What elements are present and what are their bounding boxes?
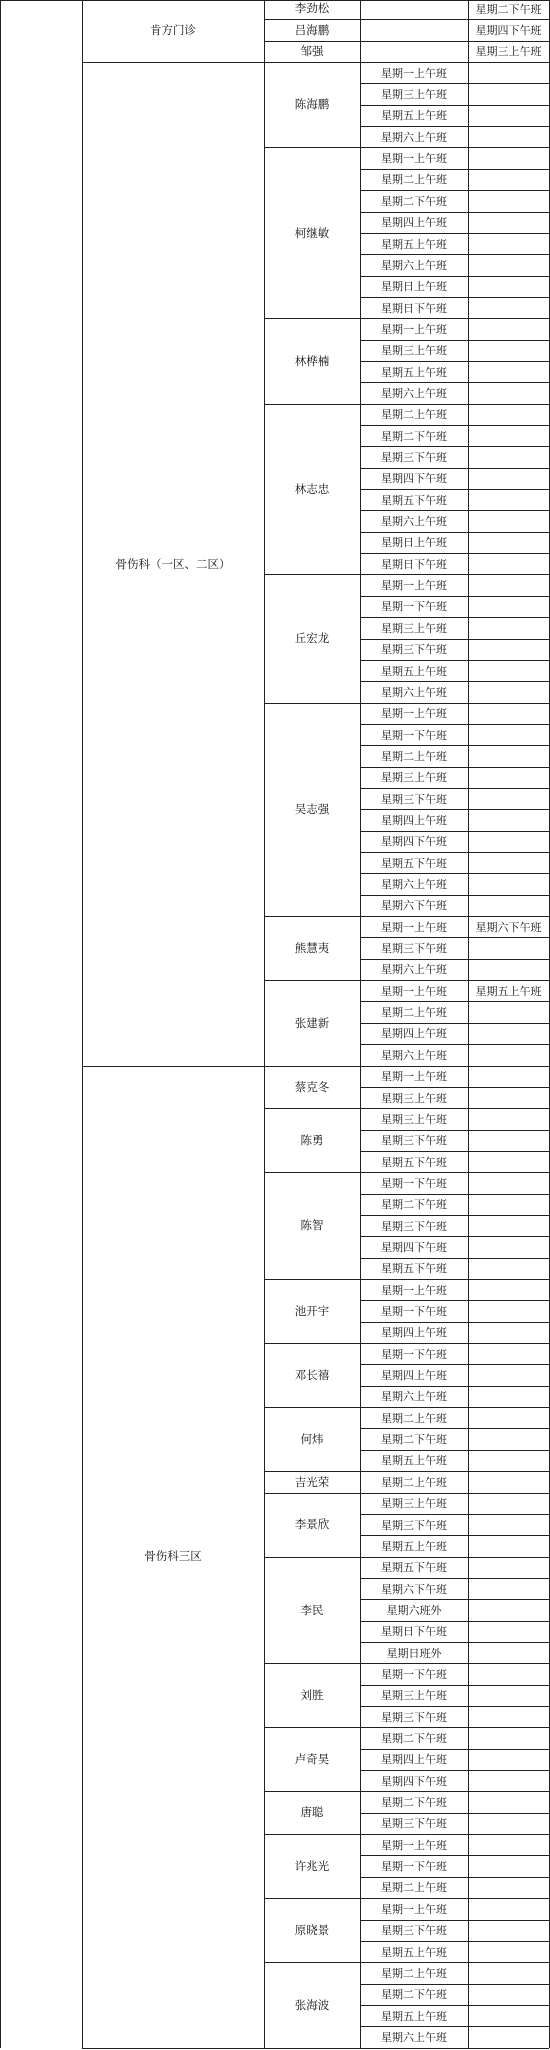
shift-cell: 星期三下午班 xyxy=(381,1924,447,1938)
extra-shift-cell xyxy=(468,1045,549,1066)
shift-cell: 星期二上午班 xyxy=(381,1881,447,1895)
extra-shift-cell xyxy=(468,1621,549,1642)
shift-cell: 星期日下午班 xyxy=(381,557,447,571)
extra-shift-cell xyxy=(468,682,549,703)
extra-shift-cell xyxy=(468,1642,549,1663)
shift-cell: 星期五上午班 xyxy=(381,1945,447,1959)
extra-shift-cell xyxy=(468,1151,549,1172)
shift-cell: 星期一上午班 xyxy=(381,66,447,80)
doctor-name-cell: 丘宏龙 xyxy=(294,631,330,646)
shift-cell: 星期一上午班 xyxy=(381,984,447,998)
extra-shift-cell xyxy=(468,1813,549,1834)
doctor-name-cell: 刘胜 xyxy=(300,1688,324,1703)
shift-cell: 星期二下午班 xyxy=(381,1433,447,1447)
shift-cell: 星期三下午班 xyxy=(381,1219,447,1233)
department-cell: 肯方门诊 xyxy=(150,22,196,37)
shift-cell: 星期一上午班 xyxy=(381,920,447,934)
extra-shift-cell xyxy=(468,618,549,639)
extra-shift-cell xyxy=(468,1087,549,1108)
shift-cell: 星期二上午班 xyxy=(381,408,447,422)
doctor-divider xyxy=(264,2048,360,2049)
extra-shift-cell xyxy=(468,1557,549,1578)
extra-shift-cell: 星期四下午班 xyxy=(475,24,542,38)
extra-shift-cell xyxy=(468,788,549,809)
shift-cell: 星期四上午班 xyxy=(381,1027,447,1041)
shift-cell: 星期四下午班 xyxy=(381,835,447,849)
extra-shift-cell: 星期五上午班 xyxy=(475,984,542,998)
extra-shift-cell xyxy=(468,1941,549,1962)
extra-shift-cell xyxy=(468,959,549,980)
doctor-name-cell: 蔡克冬 xyxy=(294,1079,330,1094)
doctor-name-cell: 陈智 xyxy=(300,1218,324,1233)
column-rule xyxy=(264,0,265,2048)
shift-cell: 星期一下午班 xyxy=(381,1667,447,1681)
shift-cell: 星期三下午班 xyxy=(381,1817,447,1831)
shift-cell: 星期一上午班 xyxy=(381,1070,447,1084)
extra-shift-cell xyxy=(468,703,549,724)
shift-cell: 星期二下午班 xyxy=(381,429,447,443)
extra-shift-cell xyxy=(468,490,549,511)
shift-cell: 星期一下午班 xyxy=(381,1347,447,1361)
doctor-name-cell: 李劲松 xyxy=(294,1,330,16)
shift-cell: 星期二下午班 xyxy=(381,1732,447,1746)
extra-shift-cell: 星期二下午班 xyxy=(475,2,542,16)
shift-cell: 星期四下午班 xyxy=(381,1774,447,1788)
extra-shift-cell xyxy=(468,148,549,169)
extra-shift-cell xyxy=(468,1066,549,1087)
extra-shift-cell xyxy=(468,1792,549,1813)
shift-cell: 星期三上午班 xyxy=(381,1497,447,1511)
extra-shift-cell xyxy=(468,2005,549,2026)
extra-shift-cell xyxy=(468,1707,549,1728)
shift-cell: 星期五下午班 xyxy=(381,493,447,507)
extra-shift-cell xyxy=(468,1920,549,1941)
doctor-name-cell: 吴志强 xyxy=(294,802,330,817)
extra-shift-cell xyxy=(468,1173,549,1194)
extra-shift-cell xyxy=(468,575,549,596)
extra-shift-cell xyxy=(468,895,549,916)
extra-shift-cell xyxy=(468,105,549,126)
shift-cell: 星期三下午班 xyxy=(381,1710,447,1724)
shift-cell: 星期三下午班 xyxy=(381,942,447,956)
shift-cell: 星期一上午班 xyxy=(381,579,447,593)
shift-cell: 星期六上午班 xyxy=(381,963,447,977)
column-rule xyxy=(0,0,1,2048)
shift-cell: 星期二上午班 xyxy=(381,1966,447,1980)
doctor-name-cell: 原晓景 xyxy=(294,1922,330,1937)
extra-shift-cell xyxy=(468,1685,549,1706)
shift-cell: 星期六下午班 xyxy=(381,899,447,913)
shift-cell xyxy=(360,0,468,20)
shift-cell: 星期三下午班 xyxy=(381,643,447,657)
shift-cell: 星期六上午班 xyxy=(381,130,447,144)
doctor-name-cell: 许兆光 xyxy=(294,1858,330,1873)
extra-shift-cell xyxy=(468,1408,549,1429)
doctor-name-cell: 卢奇昊 xyxy=(294,1752,330,1767)
doctor-name-cell: 吉光荣 xyxy=(294,1474,330,1489)
extra-shift-cell xyxy=(468,1130,549,1151)
shift-cell: 星期六上午班 xyxy=(381,386,447,400)
shift-cell: 星期六班外 xyxy=(386,1603,442,1617)
doctor-name-cell: 陈海鹏 xyxy=(294,97,330,112)
doctor-name-cell: 陈勇 xyxy=(300,1132,324,1147)
shift-cell: 星期二上午班 xyxy=(381,1006,447,1020)
shift-cell: 星期四上午班 xyxy=(381,1369,447,1383)
extra-shift-cell xyxy=(468,853,549,874)
extra-shift-cell xyxy=(468,532,549,553)
extra-shift-cell xyxy=(468,1301,549,1322)
shift-cell: 星期一上午班 xyxy=(381,1838,447,1852)
shift-cell: 星期六上午班 xyxy=(381,878,447,892)
shift-cell: 星期五下午班 xyxy=(381,1155,447,1169)
extra-shift-cell xyxy=(468,127,549,148)
extra-shift-cell xyxy=(468,1493,549,1514)
extra-shift-cell xyxy=(468,1536,549,1557)
shift-cell: 星期三上午班 xyxy=(381,88,447,102)
extra-shift-cell xyxy=(468,233,549,254)
doctor-name-cell: 李景欣 xyxy=(294,1517,330,1532)
extra-shift-cell xyxy=(468,468,549,489)
shift-cell: 星期四下午班 xyxy=(381,472,447,486)
shift-cell xyxy=(360,41,468,62)
shift-cell: 星期一下午班 xyxy=(381,600,447,614)
doctor-name-cell: 池开宇 xyxy=(294,1303,330,1318)
shift-cell: 星期一上午班 xyxy=(381,322,447,336)
extra-shift-cell xyxy=(468,1835,549,1856)
extra-shift-cell xyxy=(468,1023,549,1044)
shift-cell: 星期二下午班 xyxy=(381,194,447,208)
extra-shift-cell xyxy=(468,511,549,532)
extra-shift-cell xyxy=(468,276,549,297)
shift-cell: 星期六上午班 xyxy=(381,515,447,529)
department-cell: 骨伤科（一区、二区） xyxy=(115,556,231,571)
shift-cell: 星期五下午班 xyxy=(381,1561,447,1575)
extra-shift-cell xyxy=(468,1280,549,1301)
extra-shift-cell xyxy=(468,63,549,84)
shift-cell xyxy=(360,20,468,41)
extra-shift-cell xyxy=(468,383,549,404)
doctor-name-cell: 李民 xyxy=(300,1602,324,1617)
shift-cell: 星期二上午班 xyxy=(381,749,447,763)
extra-shift-cell xyxy=(468,1963,549,1984)
doctor-name-cell: 唐聪 xyxy=(300,1805,324,1820)
shift-cell: 星期二上午班 xyxy=(381,173,447,187)
extra-shift-cell xyxy=(468,319,549,340)
doctor-name-cell: 何炜 xyxy=(300,1431,324,1446)
extra-shift-cell xyxy=(468,639,549,660)
row-divider xyxy=(360,2048,549,2049)
extra-shift-cell xyxy=(468,810,549,831)
shift-cell: 星期六下午班 xyxy=(381,1582,447,1596)
extra-shift-cell xyxy=(468,1664,549,1685)
doctor-name-cell: 邓长禧 xyxy=(294,1367,330,1382)
extra-shift-cell xyxy=(468,1749,549,1770)
shift-cell: 星期二下午班 xyxy=(381,1988,447,2002)
shift-cell: 星期一上午班 xyxy=(381,1902,447,1916)
extra-shift-cell xyxy=(468,1728,549,1749)
extra-shift-cell xyxy=(468,447,549,468)
shift-cell: 星期五上午班 xyxy=(381,2009,447,2023)
doctor-name-cell: 柯继敏 xyxy=(294,225,330,240)
extra-shift-cell xyxy=(468,1365,549,1386)
extra-shift-cell xyxy=(468,1600,549,1621)
column-rule xyxy=(82,0,83,2048)
shift-cell: 星期五下午班 xyxy=(381,856,447,870)
extra-shift-cell xyxy=(468,1215,549,1236)
extra-shift-cell xyxy=(468,1450,549,1471)
extra-shift-cell xyxy=(468,746,549,767)
extra-shift-cell xyxy=(468,1002,549,1023)
shift-cell: 星期四上午班 xyxy=(381,216,447,230)
extra-shift-cell xyxy=(468,1984,549,2005)
column-rule xyxy=(549,0,550,2048)
extra-shift-cell xyxy=(468,1899,549,1920)
shift-cell: 星期五上午班 xyxy=(381,1454,447,1468)
extra-shift-cell xyxy=(468,831,549,852)
shift-cell: 星期三下午班 xyxy=(381,1134,447,1148)
extra-shift-cell xyxy=(468,874,549,895)
extra-shift-cell xyxy=(468,84,549,105)
column-rule xyxy=(468,0,469,2048)
extra-shift-cell xyxy=(468,1856,549,1877)
shift-cell: 星期一下午班 xyxy=(381,728,447,742)
shift-cell: 星期三上午班 xyxy=(381,771,447,785)
doctor-name-cell: 张建新 xyxy=(294,1015,330,1030)
extra-shift-cell xyxy=(468,1194,549,1215)
shift-cell: 星期六上午班 xyxy=(381,2030,447,2044)
extra-shift-cell xyxy=(468,1322,549,1343)
doctor-name-cell: 邹强 xyxy=(300,44,324,59)
extra-shift-cell xyxy=(468,1514,549,1535)
extra-shift-cell xyxy=(468,660,549,681)
department-cell: 骨伤科三区 xyxy=(144,1549,202,1564)
extra-shift-cell xyxy=(468,724,549,745)
shift-cell: 星期一上午班 xyxy=(381,707,447,721)
shift-cell: 星期一上午班 xyxy=(381,1283,447,1297)
shift-cell: 星期三上午班 xyxy=(381,344,447,358)
shift-cell: 星期一上午班 xyxy=(381,152,447,166)
shift-cell: 星期五上午班 xyxy=(381,109,447,123)
shift-cell: 星期日上午班 xyxy=(381,536,447,550)
extra-shift-cell: 星期三上午班 xyxy=(475,45,542,59)
shift-cell: 星期四下午班 xyxy=(381,1240,447,1254)
doctor-name-cell: 林桦楠 xyxy=(294,353,330,368)
shift-cell: 星期三上午班 xyxy=(381,1689,447,1703)
extra-shift-cell xyxy=(468,1578,549,1599)
shift-cell: 星期一下午班 xyxy=(381,1305,447,1319)
extra-shift-cell xyxy=(468,340,549,361)
shift-cell: 星期二下午班 xyxy=(381,1796,447,1810)
shift-cell: 星期一下午班 xyxy=(381,1176,447,1190)
shift-cell: 星期六上午班 xyxy=(381,1048,447,1062)
department-divider xyxy=(82,2048,264,2049)
shift-cell: 星期五上午班 xyxy=(381,664,447,678)
extra-shift-cell xyxy=(468,404,549,425)
shift-cell: 星期四上午班 xyxy=(381,813,447,827)
extra-shift-cell xyxy=(468,1237,549,1258)
extra-shift-cell xyxy=(468,1344,549,1365)
extra-shift-cell xyxy=(468,361,549,382)
shift-cell: 星期日下午班 xyxy=(381,1625,447,1639)
shift-cell: 星期日上午班 xyxy=(381,280,447,294)
extra-shift-cell xyxy=(468,1771,549,1792)
extra-shift-cell: 星期六下午班 xyxy=(475,920,542,934)
shift-cell: 星期三上午班 xyxy=(381,1112,447,1126)
shift-cell: 星期二下午班 xyxy=(381,1198,447,1212)
doctor-name-cell: 张海波 xyxy=(294,1997,330,2012)
extra-shift-cell xyxy=(468,596,549,617)
extra-shift-cell xyxy=(468,938,549,959)
shift-cell: 星期四上午班 xyxy=(381,1753,447,1767)
shift-cell: 星期一下午班 xyxy=(381,1860,447,1874)
extra-shift-cell xyxy=(468,1258,549,1279)
extra-shift-cell xyxy=(468,191,549,212)
doctor-name-cell: 吕海鹏 xyxy=(294,22,330,37)
extra-shift-cell xyxy=(468,1109,549,1130)
shift-cell: 星期三下午班 xyxy=(381,451,447,465)
shift-cell: 星期六上午班 xyxy=(381,1390,447,1404)
shift-cell: 星期三下午班 xyxy=(381,792,447,806)
shift-cell: 星期三下午班 xyxy=(381,1518,447,1532)
doctor-name-cell: 熊慧夷 xyxy=(294,940,330,955)
doctor-name-cell: 林志忠 xyxy=(294,481,330,496)
extra-shift-cell xyxy=(468,1877,549,1898)
shift-cell: 星期二上午班 xyxy=(381,1411,447,1425)
shift-cell: 星期三上午班 xyxy=(381,1091,447,1105)
shift-cell: 星期二上午班 xyxy=(381,1475,447,1489)
extra-shift-cell xyxy=(468,554,549,575)
shift-cell: 星期日下午班 xyxy=(381,301,447,315)
shift-cell: 星期五下午班 xyxy=(381,1262,447,1276)
extra-shift-cell xyxy=(468,255,549,276)
extra-shift-cell xyxy=(468,767,549,788)
extra-shift-cell xyxy=(468,1472,549,1493)
extra-shift-cell xyxy=(468,2027,549,2048)
column-rule xyxy=(360,0,361,2048)
extra-shift-cell xyxy=(468,297,549,318)
extra-shift-cell xyxy=(468,169,549,190)
shift-cell: 星期五上午班 xyxy=(381,365,447,379)
shift-cell: 星期日班外 xyxy=(386,1646,442,1660)
shift-cell: 星期五上午班 xyxy=(381,237,447,251)
extra-shift-cell xyxy=(468,1386,549,1407)
shift-cell: 星期三上午班 xyxy=(381,621,447,635)
shift-cell: 星期四上午班 xyxy=(381,1326,447,1340)
shift-cell: 星期六上午班 xyxy=(381,258,447,272)
extra-shift-cell xyxy=(468,1429,549,1450)
shift-cell: 星期六上午班 xyxy=(381,685,447,699)
extra-shift-cell xyxy=(468,426,549,447)
shift-cell: 星期五上午班 xyxy=(381,1539,447,1553)
extra-shift-cell xyxy=(468,212,549,233)
